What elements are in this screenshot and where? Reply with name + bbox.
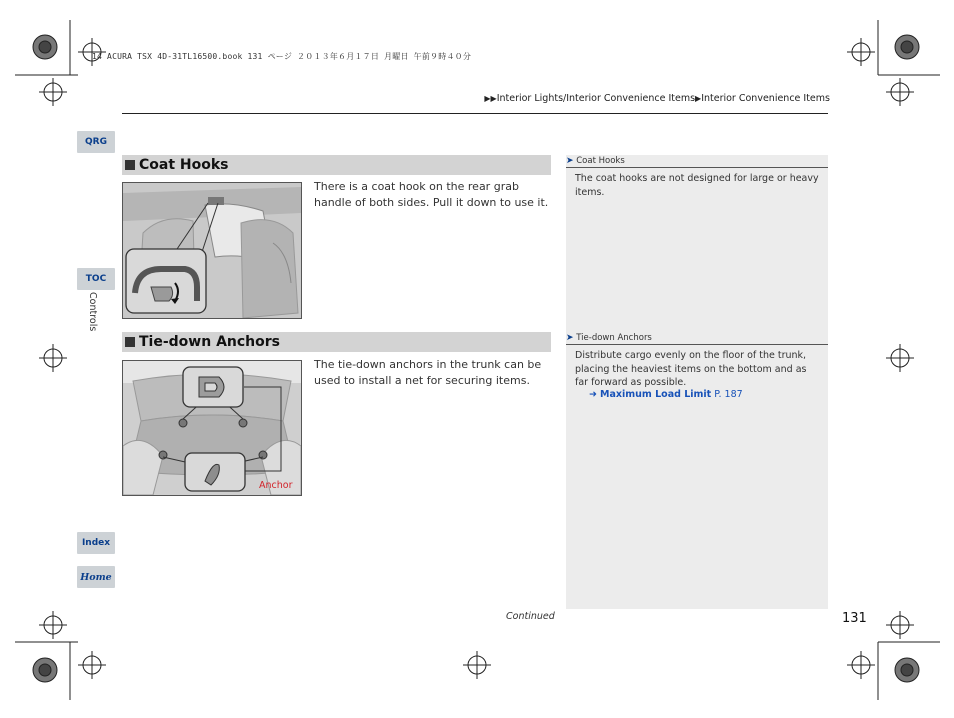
toc-tab[interactable]: TOC [77, 268, 115, 290]
link-arrow-icon: ➜ [589, 389, 597, 400]
print-header: 14 ACURA TSX 4D-31TL16500.book 131 ページ ２０１３年６月１７日 月曜日 午前９時４０分 [92, 52, 472, 61]
breadcrumb-arrow-icon: ▶▶ [484, 94, 497, 103]
link-page[interactable]: P. 187 [714, 389, 743, 400]
tie-down-anchors-illustration [122, 360, 302, 496]
breadcrumb [474, 93, 830, 104]
note-reference-icon: ➤ [566, 156, 574, 166]
section-heading [122, 155, 551, 175]
page-number: 131 [842, 611, 867, 626]
continued-label: Continued [506, 611, 555, 622]
note-title-text: Tie-down Anchors [576, 333, 652, 343]
breadcrumb-separator-icon: ▶ [695, 94, 702, 103]
note-title [566, 156, 828, 168]
breadcrumb-item[interactable]: Interior Convenience Items [701, 93, 830, 104]
breadcrumb-item[interactable]: Interior Lights/Interior Convenience Items [496, 93, 696, 104]
link-label[interactable]: Maximum Load Limit [600, 389, 712, 400]
heading-square-icon [125, 160, 135, 170]
home-tab[interactable]: Home [77, 566, 115, 588]
coat-hooks-body: There is a coat hook on the rear grab handle of both sides. Pull it down to use it. [314, 180, 549, 209]
header-rule [122, 113, 828, 114]
section-heading-text: Coat Hooks [139, 157, 229, 173]
tie-down-anchors-note: Distribute cargo evenly on the floor of the trunk, placing the heaviest items on the bottom and as far forward as possible. [575, 350, 807, 388]
anchor-callout: Anchor [259, 480, 293, 491]
section-heading [122, 332, 551, 352]
note-title-text: Coat Hooks [576, 156, 625, 166]
qrg-tab[interactable]: QRG [77, 131, 115, 153]
section-heading-text: Tie-down Anchors [139, 334, 280, 350]
heading-square-icon [125, 337, 135, 347]
coat-hook-illustration [122, 182, 302, 319]
tie-down-anchors-body: The tie-down anchors in the trunk can be used to install a net for securing items. [314, 358, 542, 387]
note-title [566, 333, 828, 345]
maximum-load-limit-link[interactable] [589, 389, 743, 400]
index-tab[interactable]: Index [77, 532, 115, 554]
section-label: Controls [87, 292, 98, 332]
note-reference-icon: ➤ [566, 333, 574, 343]
coat-hooks-note: The coat hooks are not designed for large or heavy items. [575, 173, 819, 198]
